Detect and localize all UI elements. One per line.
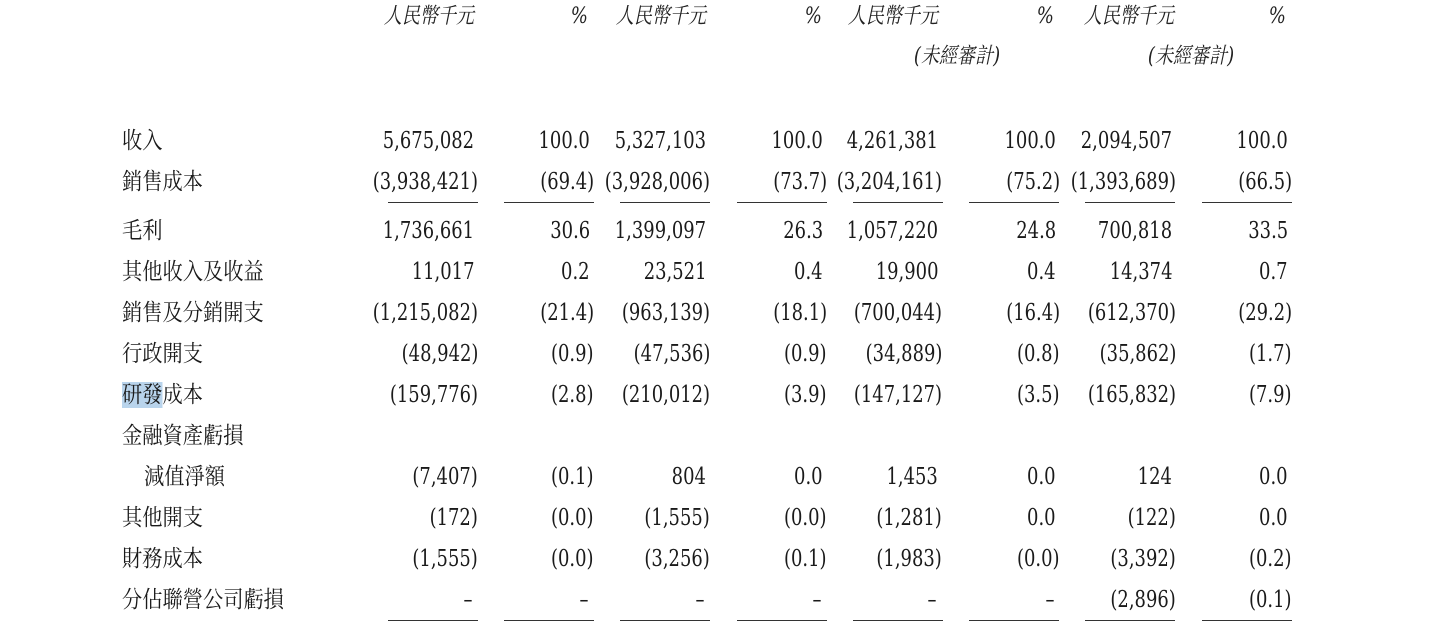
table-cell: 5,675,082 [382, 128, 474, 154]
column-header-unaudited: (未經審計) [913, 44, 1000, 69]
subtotal-rule [737, 620, 827, 621]
table-cell: (0.9) [551, 341, 594, 367]
table-cell: (2,896) [1110, 587, 1176, 613]
column-header-unit: 人民幣千元 [615, 4, 706, 29]
table-cell: (210,012) [621, 382, 710, 408]
subtotal-rule [1085, 620, 1175, 621]
table-cell: 26.3 [783, 218, 823, 244]
table-cell: (1,983) [876, 546, 942, 572]
table-cell: – [463, 587, 472, 613]
table-cell: (7.9) [1249, 382, 1292, 408]
table-cell: 100.0 [1236, 128, 1288, 154]
table-cell: (612,370) [1087, 300, 1176, 326]
table-cell: (963,139) [621, 300, 710, 326]
table-cell: (69.4) [540, 169, 594, 195]
table-cell: (1,555) [644, 505, 710, 531]
subtotal-rule [969, 620, 1059, 621]
table-cell: (1,393,689) [1070, 169, 1176, 195]
row-label-administrative: 行政開支 [122, 341, 203, 367]
table-cell: 0.0 [1259, 505, 1288, 531]
subtotal-rule [504, 202, 594, 203]
row-label-share-of-associate-losses: 分佔聯營公司虧損 [122, 587, 284, 613]
table-cell: (165,832) [1087, 382, 1176, 408]
table-cell: (21.4) [540, 300, 594, 326]
table-cell: (3,392) [1110, 546, 1176, 572]
column-header-percent: % [570, 4, 588, 29]
table-cell: 11,017 [411, 259, 474, 285]
table-cell: 804 [671, 464, 706, 490]
row-label-cost-of-sales: 銷售成本 [122, 169, 203, 195]
column-header-unaudited: (未經審計) [1147, 44, 1234, 69]
table-cell: (3.9) [784, 382, 827, 408]
table-cell: 0.0 [1027, 505, 1056, 531]
table-cell: 33.5 [1248, 218, 1288, 244]
table-cell: 1,057,220 [846, 218, 938, 244]
table-cell: (159,776) [389, 382, 478, 408]
subtotal-rule [1202, 620, 1292, 621]
table-cell: 100.0 [538, 128, 590, 154]
table-cell: 0.7 [1259, 259, 1288, 285]
table-cell: 23,521 [643, 259, 706, 285]
table-cell: (66.5) [1238, 169, 1292, 195]
subtotal-rule [504, 620, 594, 621]
subtotal-rule [620, 202, 710, 203]
table-cell: (0.2) [1249, 546, 1292, 572]
table-cell: (0.1) [784, 546, 827, 572]
table-cell: 1,453 [886, 464, 938, 490]
selected-text-highlight: 研發 [122, 382, 163, 408]
table-cell: (47,536) [633, 341, 710, 367]
table-cell: (0.1) [1249, 587, 1292, 613]
row-label-other-expenses: 其他開支 [122, 505, 203, 531]
table-cell: (73.7) [773, 169, 827, 195]
table-cell: (0.0) [551, 546, 594, 572]
table-cell: 1,736,661 [382, 218, 474, 244]
table-cell: 0.2 [561, 259, 590, 285]
table-cell: – [695, 587, 704, 613]
table-cell: (18.1) [773, 300, 827, 326]
subtotal-rule [969, 202, 1059, 203]
row-label-rd-costs [122, 384, 203, 407]
row-label-revenue: 收入 [122, 128, 163, 154]
table-cell: (122) [1127, 505, 1176, 531]
table-cell: 5,327,103 [614, 128, 706, 154]
subtotal-rule [1202, 202, 1292, 203]
subtotal-rule [737, 202, 827, 203]
table-cell: (700,044) [853, 300, 942, 326]
table-cell: (172) [429, 505, 478, 531]
table-cell: – [1045, 587, 1054, 613]
row-label-finance-costs: 財務成本 [122, 546, 203, 572]
table-cell: (3,204,161) [836, 169, 942, 195]
table-cell: 1,399,097 [614, 218, 706, 244]
table-cell: (2.8) [551, 382, 594, 408]
table-cell: 14,374 [1109, 259, 1172, 285]
table-cell: 2,094,507 [1080, 128, 1172, 154]
table-cell: 30.6 [550, 218, 590, 244]
row-label-other-income: 其他收入及收益 [122, 259, 264, 285]
table-cell: (0.0) [1017, 546, 1060, 572]
table-cell: (7,407) [412, 464, 478, 490]
table-cell: 0.0 [1027, 464, 1056, 490]
table-cell: 4,261,381 [846, 128, 938, 154]
row-label-rd-rest: 成本 [162, 382, 203, 408]
table-cell: (3,256) [644, 546, 710, 572]
column-header-unit: 人民幣千元 [847, 4, 938, 29]
table-cell: (3,938,421) [372, 169, 478, 195]
table-cell: (48,942) [401, 341, 478, 367]
table-cell: (3.5) [1017, 382, 1060, 408]
table-cell: 0.0 [1259, 464, 1288, 490]
table-cell: (0.0) [784, 505, 827, 531]
table-cell: (0.9) [784, 341, 827, 367]
subtotal-rule [620, 620, 710, 621]
table-cell: – [812, 587, 821, 613]
table-cell: 0.4 [794, 259, 823, 285]
table-cell: (75.2) [1006, 169, 1060, 195]
row-label-gross-profit: 毛利 [122, 218, 163, 244]
subtotal-rule [853, 202, 943, 203]
subtotal-rule [1085, 202, 1175, 203]
table-cell: (1.7) [1249, 341, 1292, 367]
table-cell: 100.0 [771, 128, 823, 154]
table-cell: (1,281) [876, 505, 942, 531]
table-cell: 700,818 [1097, 218, 1172, 244]
column-header-percent: % [1268, 4, 1286, 29]
table-cell: (35,862) [1099, 341, 1176, 367]
row-label-selling-distribution: 銷售及分銷開支 [122, 300, 264, 326]
subtotal-rule [853, 620, 943, 621]
table-cell: 100.0 [1004, 128, 1056, 154]
table-cell: – [927, 587, 936, 613]
table-cell: 0.0 [794, 464, 823, 490]
subtotal-rule [388, 202, 478, 203]
table-cell: (16.4) [1006, 300, 1060, 326]
table-cell: (0.0) [551, 505, 594, 531]
table-cell: (1,555) [412, 546, 478, 572]
table-cell: (34,889) [865, 341, 942, 367]
subtotal-rule [388, 620, 478, 621]
table-cell: (147,127) [853, 382, 942, 408]
table-cell: (0.1) [551, 464, 594, 490]
column-header-percent: % [804, 4, 822, 29]
table-cell: (0.8) [1017, 341, 1060, 367]
table-cell: (3,928,006) [604, 169, 710, 195]
table-cell: (29.2) [1238, 300, 1292, 326]
column-header-unit: 人民幣千元 [1083, 4, 1174, 29]
table-cell: 124 [1137, 464, 1172, 490]
row-label-impairment-net: 減值淨額 [144, 464, 225, 490]
table-cell: 19,900 [875, 259, 938, 285]
table-cell: (1,215,082) [372, 300, 478, 326]
column-header-unit: 人民幣千元 [383, 4, 474, 29]
table-cell: 0.4 [1027, 259, 1056, 285]
table-cell: 24.8 [1016, 218, 1056, 244]
table-cell: – [579, 587, 588, 613]
column-header-percent: % [1036, 4, 1054, 29]
row-label-financial-asset-impairment: 金融資產虧損 [122, 423, 244, 449]
